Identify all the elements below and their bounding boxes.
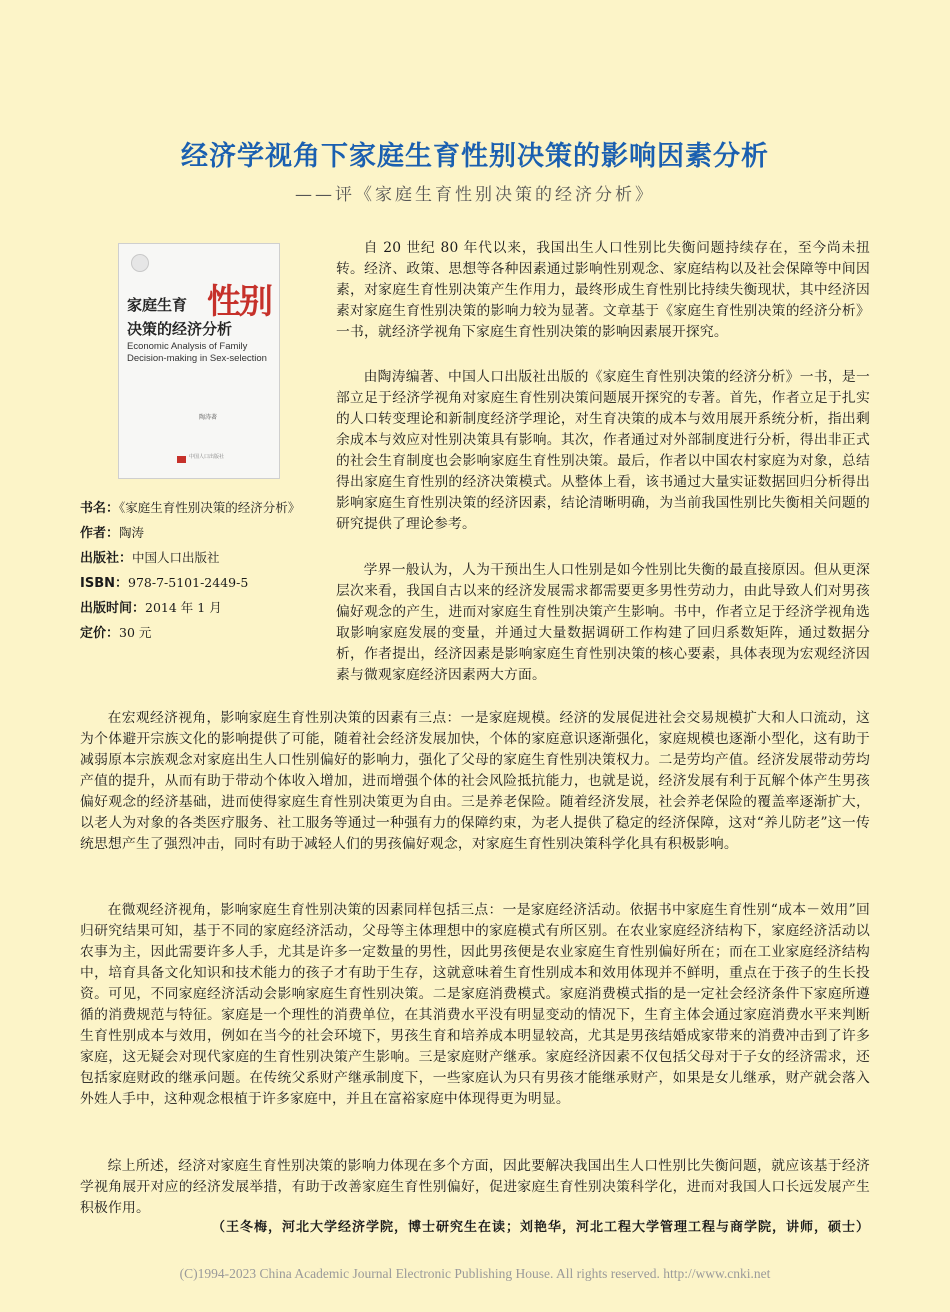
cover-title-line2: 决策的经济分析 — [127, 320, 233, 338]
paragraph-intro: 自 20 世纪 80 年代以来，我国出生人口性别比失衡问题持续存在，至今尚未扭转。经济、政策、思想等各种因素通过影响性别观念、家庭结构以及社会保障等中间因素，对家庭生育性别决策产生作用力，最终形成生育性别比持续失衡现状，其中经济因素对家庭生育性别决策的影响力较为显著。文章基于《家庭生育性别决策的经济分析》一书，就经济学视角下家庭生育性别决策的影响因素展开探究。 — [336, 240, 870, 340]
book-info-label: 作者： — [80, 526, 120, 541]
book-info-label: 定价： — [80, 626, 120, 641]
book-info-row — [80, 546, 330, 571]
author-signature: （王冬梅，河北大学经济学院，博士研究生在读；刘艳华，河北工程大学管理工程与商学院，讲师，硕士） — [211, 1220, 870, 1235]
book-info-label: 出版社： — [80, 551, 133, 566]
book-info-row — [80, 571, 330, 596]
cover-title-big: 性别 — [207, 282, 271, 322]
book-info — [80, 496, 330, 646]
cover-english-title: Economic Analysis of Family Decision-making in Sex-selection — [127, 341, 267, 364]
cover-author: 陶涛著 — [199, 414, 218, 421]
book-info-label: 出版时间： — [80, 601, 146, 616]
book-info-value: 978-7-5101-2449-5 — [128, 575, 249, 590]
book-info-row — [80, 596, 330, 621]
publisher-mark-icon — [177, 456, 186, 463]
paragraph-conclusion: 综上所述，经济对家庭生育性别决策的影响力体现在多个方面，因此要解决我国出生人口性别比失衡问题，就应该基于经济学视角展开对应的经济发展举措，有助于改善家庭生育性别偏好，促进家庭生育性别决策科学化，进而对我国人口长远发展产生积极作用。 — [80, 1158, 870, 1216]
cover-publisher: 中国人口出版社 — [189, 454, 225, 460]
book-cover — [118, 243, 280, 479]
book-info-value: 中国人口出版社 — [132, 550, 220, 565]
book-info-label: ISBN： — [80, 576, 128, 591]
book-info-label: 书名： — [80, 501, 120, 516]
publisher-logo-icon — [131, 254, 149, 272]
book-info-row — [80, 521, 330, 546]
book-info-value: 30 元 — [119, 625, 152, 640]
book-info-row — [80, 496, 330, 521]
paragraph-book-summary: 由陶涛编著、中国人口出版社出版的《家庭生育性别决策的经济分析》一书，是一部立足于经济学视角对家庭生育性别决策问题展开探究的专著。首先，作者立足于扎实的人口转变理论和新制度经济学理论，对生育决策的成本与效用展开系统分析，指出剩余成本与效应对性别决策具有影响。其次，作者通过对外部制度进行分析，得出非正式的社会生育制度也会影响家庭生育性别决策。最后，作者以中国农村家庭为对象，总结得出家庭生育性别的经济决策模式。从整体上看，该书通过大量实证数据回归分析得出影响家庭生育性别决策的经济因素，结论清晰明确，为当前我国性别比失衡相关问题的研究提供了理论参考。 — [336, 369, 870, 532]
paragraph-micro: 在微观经济视角，影响家庭生育性别决策的因素同样包括三点：一是家庭经济活动。依据书中家庭生育性别“成本－效用”回归研究结果可知，基于不同的家庭经济活动，父母等主体理想中的家庭模式有所区别。在农业家庭经济结构下，家庭经济活动以农事为主，因此需要许多人手，尤其是许多一定数量的男性，因此男孩便是农业家庭生育性别偏好所在；而在工业家庭经济结构中，培育具备文化知识和技术能力的孩子才有助于生存，这就意味着生育性别成本和效用体现并不鲜明，重点在于孩子的生长投资。可见，不同家庭经济活动会影响家庭生育性别决策。二是家庭消费模式。家庭消费模式指的是一定社会经济条件下家庭所遵循的消费规范与特征。家庭是一个理性的消费单位，在其消费水平没有明显变动的情况下，生育主体会通过家庭消费水平来判断生育性别成本与效用，例如在当今的社会环境下，男孩生育和培养成本明显较高，尤其是男孩结婚成家带来的消费冲击到了许多家庭，这无疑会对现代家庭的生育性别决策产生影响。三是家庭财产继承。家庭经济因素不仅包括父母对于子女的经济需求，还包括家庭财政的继承问题。在传统父系财产继承制度下，一些家庭认为只有男孩才能继承财产，如果是女儿继承，财产就会落入外姓人手中，这种观念根植于许多家庭中，并且在富裕家庭中体现得更为明显。 — [80, 902, 870, 1107]
book-info-value: 陶涛 — [119, 525, 145, 540]
article-subtitle: ——评《家庭生育性别决策的经济分析》 — [295, 185, 655, 205]
book-info-value: 2014 年 1 月 — [145, 600, 222, 615]
book-info-row — [80, 621, 330, 646]
paragraph-causes: 学界一般认为，人为干预出生人口性别是如今性别比失衡的最直接原因。但从更深层次来看，我国自古以来的经济发展需求都需要更多男性劳动力，由此导致人们对男孩偏好观念的产生，进而对家庭生育性别决策产生影响。书中，作者立足于经济学视角选取影响家庭发展的变量，并通过大量数据调研工作构建了回归系数矩阵，通过数据分析，作者提出，经济因素是影响家庭生育性别决策的核心要素，具体表现为宏观经济因素与微观家庭经济因素两大方面。 — [336, 562, 870, 683]
book-info-value: 《家庭生育性别决策的经济分析》 — [119, 500, 301, 515]
article-title: 经济学视角下家庭生育性别决策的影响因素分析 — [181, 141, 769, 172]
copyright-footer: (C)1994-2023 China Academic Journal Electronic Publishing House. All rights reserved. http://www.cnki.net — [179, 1266, 771, 1281]
paragraph-macro: 在宏观经济视角，影响家庭生育性别决策的因素有三点：一是家庭规模。经济的发展促进社会交易规模扩大和人口流动，这为个体避开宗族文化的影响提供了可能，随着社会经济发展加快，个体的家庭意识逐渐强化，家庭规模也逐渐小型化，这有助于减弱原本宗族观念对家庭出生人口性别偏好的影响力，强化了父母的家庭生育性别决策权力。二是劳均产值。经济发展带动劳均产值的提升，从而有助于带动个体收入增加，进而增强个体的社会风险抵抗能力，也就是说，经济发展有利于瓦解个体产生男孩偏好观念的经济基础，进而使得家庭生育性别决策更为自由。三是养老保险。随着经济发展，社会养老保险的覆盖率逐渐扩大，以老人为对象的各类医疗服务、社工服务等通过一种强有力的保障约束，为老人提供了稳定的经济保障，这对“养儿防老”这一传统思想产生了强烈冲击，同时有助于减轻人们的男孩偏好观念，对家庭生育性别决策科学化具有积极影响。 — [80, 710, 870, 852]
cover-title-line1: 家庭生育 — [127, 296, 188, 314]
